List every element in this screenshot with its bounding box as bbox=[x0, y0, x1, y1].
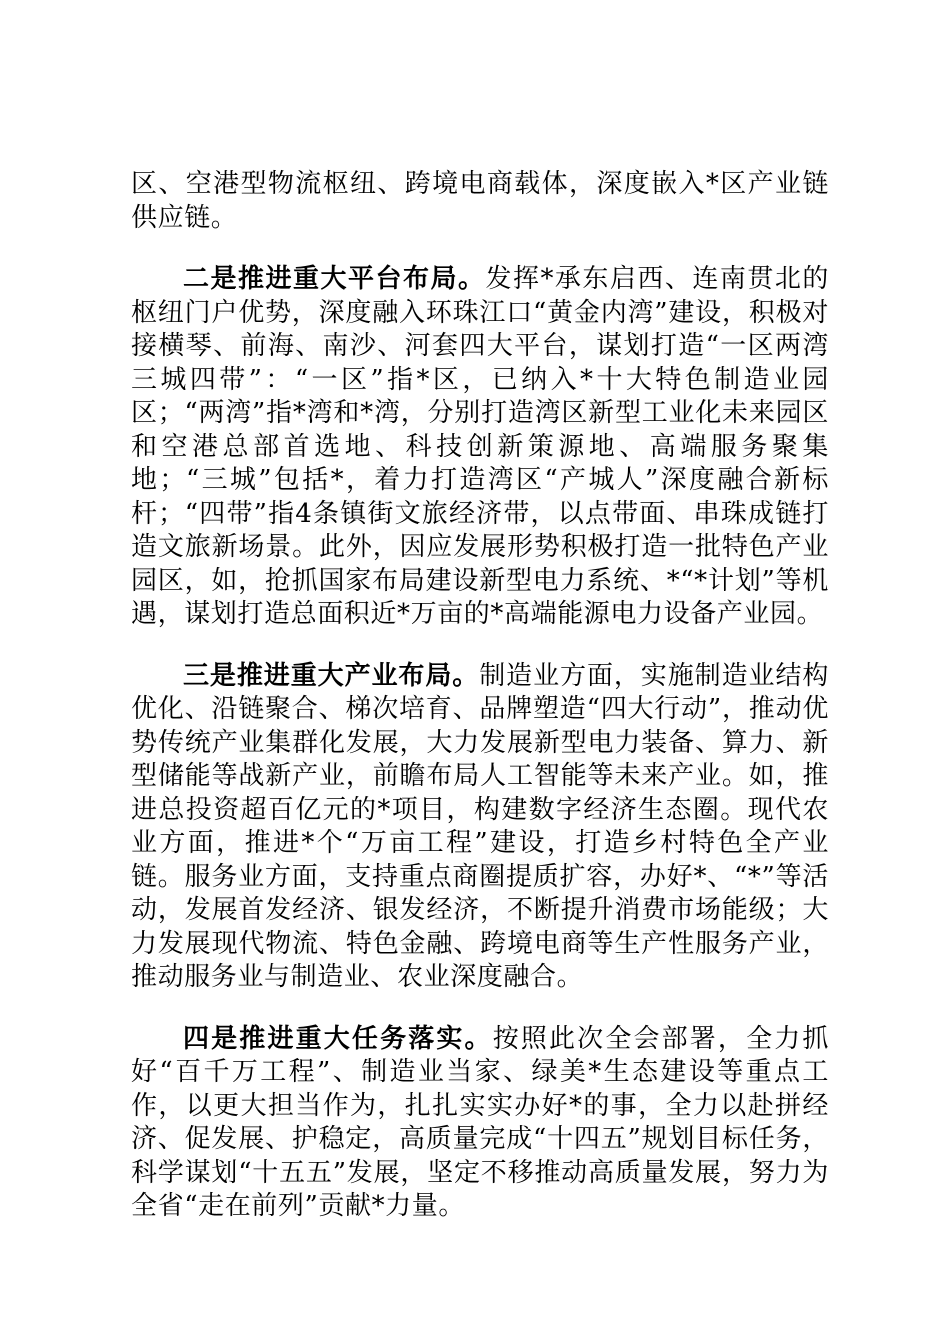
paragraph-continuation bbox=[131, 168, 829, 235]
paragraph-text: 按照此次全会部署，全力抓好“百千万工程”、制造业当家、绿美*生态建设等重点工作，以更大担当作为，扎扎实实办好*的事，全力以赴拼经济、促发展、护稳定，高质量完成“十四五”规划目标任务，科学谋划“十五五”发展，坚定不移推动高质量发展，努力为全省“走在前列”贡献*力量。 bbox=[131, 1023, 829, 1221]
paragraph-lead-heading: 二是推进重大平台布局。 bbox=[183, 264, 486, 294]
paragraph-text: 制造业方面，实施制造业结构优化、沿链聚合、梯次培育、品牌塑造“四大行动”，推动优势传统产业集群化发展，大力发展新型电力装备、算力、新型储能等战新产业，前瞻布局人工智能等未来产业。如，推进总投资超百亿元的*项目，构建数字经济生态圈。现代农业方面，推进*个“万亩工程”建设，打造乡村特色全产业链。服务业方面，支持重点商圈提质扩容，办好*、“*”等活动，发展首发经济、银发经济，不断提升消费市场能级；大力发展现代物流、特色金融、跨境电商等生产性服务产业，推动服务业与制造业、农业深度融合。 bbox=[131, 660, 829, 992]
document-body bbox=[131, 168, 829, 1252]
paragraph-lead-heading: 四是推进重大任务落实。 bbox=[183, 1023, 493, 1054]
paragraph-text: 区、空港型物流枢纽、跨境电商载体，深度嵌入*区产业链供应链。 bbox=[131, 169, 829, 233]
paragraph-task-implementation bbox=[131, 1023, 829, 1224]
paragraph-industry-layout bbox=[131, 660, 829, 995]
paragraph-platform-layout bbox=[131, 263, 829, 632]
paragraph-lead-heading: 三是推进重大产业布局。 bbox=[183, 660, 480, 691]
paragraph-text: 发挥*承东启西、连南贯北的枢纽门户优势，深度融入环珠江口“黄金内湾”建设，积极对接横琴、前海、南沙、河套四大平台，谋划打造“一区两湾三城四带”：“一区”指*区，已纳入*十大特色制造业园区；“两湾”指*湾和*湾，分别打造湾区新型工业化未来园区和空港总部首选地、科技创新策源地、高端服务聚集地；“三城”包括*，着力打造湾区“产城人”深度融合新标杆；“四带”指4条镇街文旅经济带，以点带面、串珠成链打造文旅新场景。此外，因应发展形势积极打造一批特色产业园区，如，抢抓国家布局建设新型电力系统、*“*计划”等机遇，谋划打造总面积近*万亩的*高端能源电力设备产业园。 bbox=[131, 264, 829, 629]
